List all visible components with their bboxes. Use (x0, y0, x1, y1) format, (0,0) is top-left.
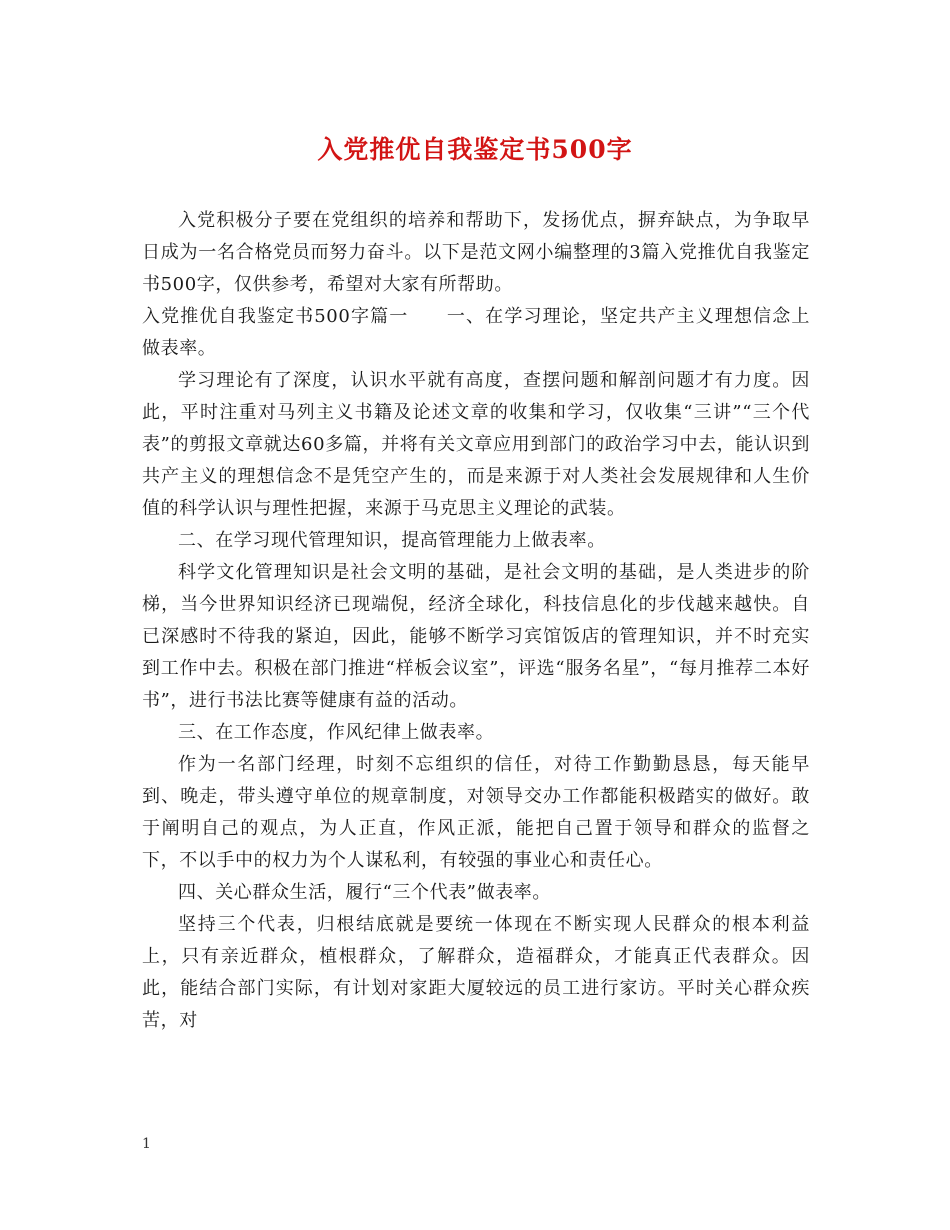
heading-4: 四、关心群众生活，履行“三个代表”做表率。 (178, 882, 552, 903)
page-number: 1 (142, 1136, 151, 1152)
document-body (142, 205, 810, 1037)
paragraph-3: 作为一名部门经理，时刻不忘组织的信任，对待工作勤勤恳恳，每天能早到、晚走，带头遵守单位的规章制度，对领导交办工作都能积极踏实的做好。敢于阐明自己的观点，为人正直，作风正派，能把自己置于领导和群众的监督之下，不以手中的权力为个人谋私利，有较强的事业心和责任心。 (142, 754, 810, 871)
intro-paragraph: 入党积极分子要在党组织的培养和帮助下，发扬优点，摒弃缺点，为争取早日成为一名合格党员而努力奋斗。以下是范文网小编整理的3篇入党推优自我鉴定书500字，仅供参考，希望对大家有所帮助。 (142, 210, 810, 295)
paragraph-2: 科学文化管理知识是社会文明的基础，是社会文明的基础，是人类进步的阶梯，当今世界知识经济已现端倪，经济全球化，科技信息化的步伐越来越快。自已深感时不待我的紧迫，因此，能够不断学习宾馆饭店的管理知识，并不时充实到工作中去。积极在部门推进“样板会议室”，评选“服务名星”，“每月推荐二本好书”，进行书法比赛等健康有益的活动。 (142, 562, 810, 711)
heading-3: 三、在工作态度，作风纪律上做表率。 (178, 722, 495, 743)
paragraph-4: 坚持三个代表，归根结底就是要统一体现在不断实现人民群众的根本利益上，只有亲近群众，植根群众，了解群众，造福群众，才能真正代表群众。因此，能结合部门实际，有计划对家距大厦较远的员工进行家访。平时关心群众疾苦，对 (142, 914, 810, 1031)
section-heading-1: 一、在学习理论，坚定共产主义理想信念上做表率。 (142, 306, 810, 359)
paragraph-1: 学习理论有了深度，认识水平就有高度，查摆问题和解剖问题才有力度。因此，平时注重对马列主义书籍及论述文章的收集和学习，仅收集“三讲”“三个代表”的剪报文章就达60多篇，并将有关文章应用到部门的政治学习中去，能认识到共产主义的理想信念不是凭空产生的，而是来源于对人类社会发展规律和人生价值的科学认识与理性把握，来源于马克思主义理论的武装。 (142, 370, 810, 519)
heading-2: 二、在学习现代管理知识，提高管理能力上做表率。 (178, 530, 606, 551)
section-label: 入党推优自我鉴定书500字篇一 (142, 306, 409, 327)
document-title: 入党推优自我鉴定书500字 (317, 135, 633, 164)
section-heading-line (142, 301, 810, 365)
